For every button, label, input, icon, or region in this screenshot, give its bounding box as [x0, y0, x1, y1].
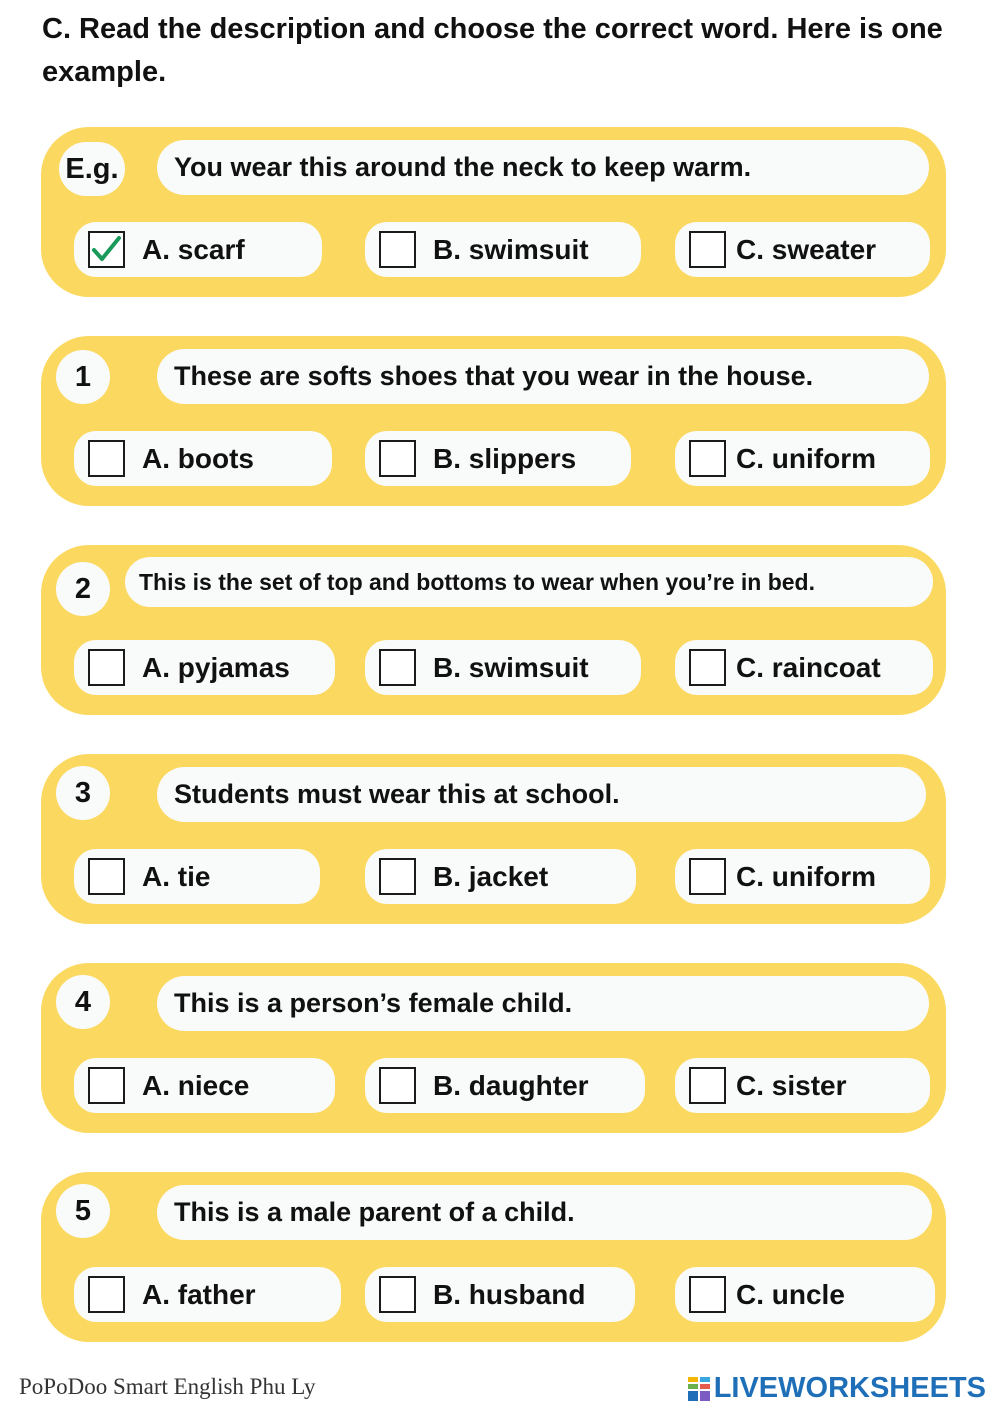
option-c[interactable]: [675, 640, 933, 695]
checkbox[interactable]: [689, 1067, 726, 1104]
checkbox[interactable]: [689, 440, 726, 477]
liveworksheets-brand[interactable]: [688, 1372, 986, 1405]
checkbox[interactable]: [379, 440, 416, 477]
option-label: C. uncle: [736, 1278, 845, 1310]
question-number: E.g.: [59, 142, 125, 196]
checkbox[interactable]: [379, 231, 416, 268]
question-number: 4: [56, 975, 110, 1029]
checkbox[interactable]: [88, 1276, 125, 1313]
option-c[interactable]: [675, 1058, 930, 1113]
option-label: A. father: [142, 1278, 256, 1310]
checkbox[interactable]: [88, 1067, 125, 1104]
option-b[interactable]: [365, 222, 641, 277]
option-a[interactable]: [74, 222, 322, 277]
checkbox[interactable]: [379, 1067, 416, 1104]
option-label: A. tie: [142, 860, 211, 892]
option-c[interactable]: [675, 222, 930, 277]
checkbox[interactable]: [88, 649, 125, 686]
instructions-heading: C. Read the description and choose the correct word. Here is one example.: [42, 13, 943, 88]
option-label: B. swimsuit: [433, 233, 589, 265]
question-number: 5: [56, 1184, 110, 1238]
liveworksheets-logo-icon: [688, 1377, 710, 1401]
checkbox[interactable]: [88, 440, 125, 477]
question-card-example: [41, 127, 946, 297]
author-credit: PoPoDoo Smart English Phu Ly: [19, 1374, 316, 1399]
question-text: These are softs shoes that you wear in the house.: [157, 349, 929, 404]
option-b[interactable]: [365, 640, 641, 695]
option-label: A. pyjamas: [142, 651, 290, 683]
checkbox-checked[interactable]: [88, 231, 125, 268]
question-number: 1: [56, 350, 110, 404]
checkbox[interactable]: [379, 1276, 416, 1313]
question-card-2: [41, 545, 946, 715]
option-label: C. uniform: [736, 442, 876, 474]
option-b[interactable]: [365, 1267, 635, 1322]
question-text: This is a male parent of a child.: [157, 1185, 932, 1240]
option-label: C. sweater: [736, 233, 877, 265]
question-card-4: [41, 963, 946, 1133]
option-label: C. sister: [736, 1069, 847, 1101]
question-card-1: [41, 336, 946, 506]
option-a[interactable]: [74, 1267, 341, 1322]
option-c[interactable]: [675, 1267, 935, 1322]
option-b[interactable]: [365, 1058, 645, 1113]
option-c[interactable]: [675, 849, 930, 904]
option-label: A. scarf: [142, 233, 245, 265]
option-label: B. slippers: [433, 442, 577, 474]
option-label: B. husband: [433, 1278, 586, 1310]
option-label: B. daughter: [433, 1069, 589, 1101]
question-card-5: [41, 1172, 946, 1342]
option-c[interactable]: [675, 431, 930, 486]
option-label: B. jacket: [433, 860, 549, 892]
question-number: 3: [56, 766, 110, 820]
brand-wordmark: LIVEWORKSHEETS: [713, 1372, 986, 1404]
question-text: This is a person’s female child.: [157, 976, 929, 1031]
question-text: Students must wear this at school.: [157, 767, 926, 822]
checkmark-icon: [90, 233, 123, 266]
question-text: You wear this around the neck to keep warm.: [157, 140, 929, 195]
checkbox[interactable]: [379, 649, 416, 686]
question-text: This is the set of top and bottoms to wear when you’re in bed.: [125, 557, 933, 607]
option-label: C. raincoat: [736, 651, 881, 683]
option-b[interactable]: [365, 431, 631, 486]
option-a[interactable]: [74, 1058, 335, 1113]
option-a[interactable]: [74, 849, 320, 904]
checkbox[interactable]: [689, 231, 726, 268]
option-label: C. uniform: [736, 860, 876, 892]
checkbox[interactable]: [689, 649, 726, 686]
checkbox[interactable]: [689, 858, 726, 895]
checkbox[interactable]: [88, 858, 125, 895]
option-label: B. swimsuit: [433, 651, 589, 683]
question-number: 2: [56, 562, 110, 616]
option-b[interactable]: [365, 849, 636, 904]
option-a[interactable]: [74, 640, 335, 695]
option-a[interactable]: [74, 431, 332, 486]
checkbox[interactable]: [689, 1276, 726, 1313]
option-label: A. niece: [142, 1069, 250, 1101]
question-card-3: [41, 754, 946, 924]
checkbox[interactable]: [379, 858, 416, 895]
option-label: A. boots: [142, 442, 254, 474]
